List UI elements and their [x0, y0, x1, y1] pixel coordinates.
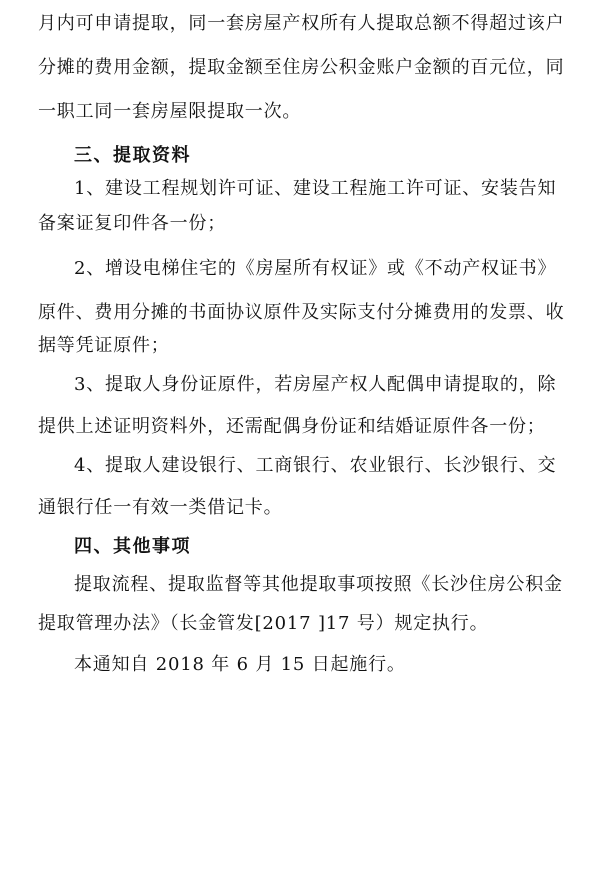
list-item-line: 据等凭证原件； [38, 335, 170, 356]
list-item-line: 原件、费用分摊的书面协议原件及实际支付分摊费用的发票、收 [38, 302, 565, 323]
section-heading: 三、提取资料 [74, 145, 191, 166]
list-item-line: 4、提取人建设银行、工商银行、农业银行、长沙银行、交 [74, 455, 557, 476]
paragraph-line: 分摊的费用金额，提取金额至住房公积金账户金额的百元位，同 [38, 57, 565, 78]
list-item-line: 通银行任一有效一类借记卡。 [38, 497, 283, 518]
paragraph-line: 提取流程、提取监督等其他提取事项按照《长沙住房公积金 [74, 574, 563, 595]
paragraph-line: 提取管理办法》（长金管发[2017 ]17 号）规定执行。 [38, 613, 489, 634]
section-heading: 四、其他事项 [74, 536, 191, 557]
effective-date-notice: 本通知自 2018 年 6 月 15 日起施行。 [74, 654, 406, 675]
list-item-line: 3、提取人身份证原件，若房屋产权人配偶申请提取的，除 [74, 374, 557, 395]
paragraph-line: 一职工同一套房屋限提取一次。 [38, 101, 302, 122]
paragraph-line: 月内可申请提取，同一套房屋产权所有人提取总额不得超过该户 [38, 13, 565, 34]
list-item-line: 1、建设工程规划许可证、建设工程施工许可证、安装告知 [74, 178, 557, 199]
list-item-line: 2、增设电梯住宅的《房屋所有权证》或《不动产权证书》 [74, 258, 557, 279]
list-item-line: 备案证复印件各一份； [38, 213, 226, 234]
list-item-line: 提供上述证明资料外，还需配偶身份证和结婚证原件各一份； [38, 416, 546, 437]
